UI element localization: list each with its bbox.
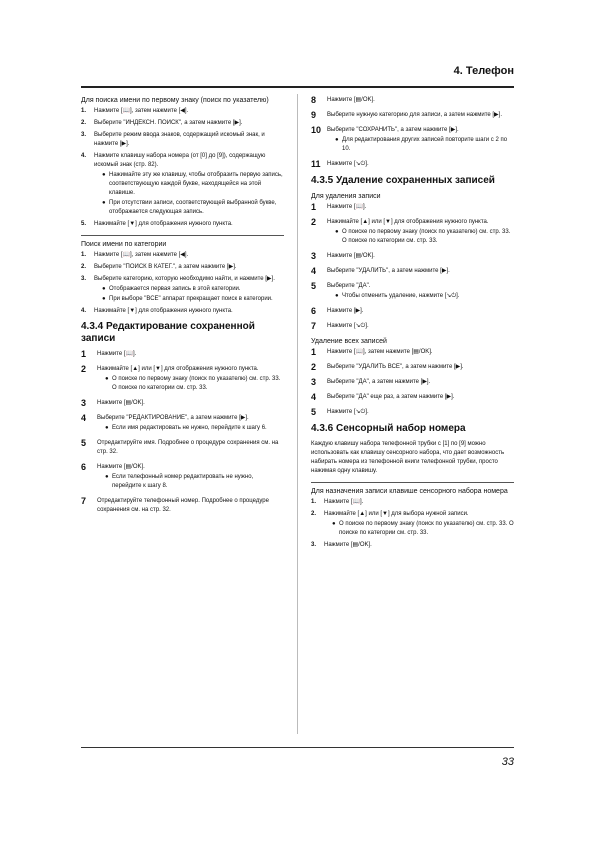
step	[311, 203, 514, 212]
step-body	[327, 348, 514, 357]
step-body	[97, 399, 284, 408]
step-text: Нажмите [↘⏻].	[327, 323, 369, 329]
step-note-text: О поиске по первому знаку (поиск по указателю) см. стр. 33. О поиске по категории см. стр. 33.	[112, 376, 281, 391]
step-number: 11	[311, 159, 321, 169]
step-number: 10	[311, 125, 322, 135]
step	[81, 275, 284, 304]
step-body	[327, 160, 514, 169]
step	[311, 126, 514, 154]
step-text: Выберите "УДАЛИТЬ", а затем нажмите [▶].	[327, 268, 450, 274]
column-divider	[297, 94, 298, 734]
step	[311, 322, 514, 331]
step-number: 4	[81, 413, 87, 423]
step-text: Нажмите [▤/OK].	[97, 464, 145, 470]
step-number: 3.	[311, 542, 317, 548]
step-body	[94, 307, 284, 316]
step-number: 3.	[81, 132, 87, 138]
step-body	[327, 363, 514, 372]
step-note	[332, 520, 514, 538]
step-number: 5	[311, 407, 317, 417]
speed-dial-subtitle: Для назначения записи клавише сенсорного набора номера	[311, 482, 514, 496]
step	[311, 498, 514, 507]
step-note	[102, 285, 284, 294]
step-text: Отредактируйте имя. Подробнее о процедуре сохранения см. на стр. 32.	[97, 440, 279, 455]
step-number: 3	[81, 398, 87, 408]
step-number: 4	[311, 392, 317, 402]
step-number: 9	[311, 110, 317, 120]
step-body	[97, 463, 284, 491]
step-number: 6	[311, 306, 317, 316]
step-text: Нажмите [▤/OK].	[324, 542, 372, 548]
steps	[311, 498, 514, 550]
step-body	[324, 510, 514, 538]
delete-one-subtitle: Для удаления записи	[311, 193, 381, 200]
step-number: 3	[311, 377, 317, 387]
step-number: 2	[311, 362, 317, 372]
step-number: 6	[81, 462, 87, 472]
step-text: Нажимайте [▼] для отображения нужного пункта.	[94, 308, 233, 314]
left-column	[81, 96, 284, 521]
step-body	[94, 263, 284, 272]
step	[311, 160, 514, 169]
step-text: Выберите "ДА".	[327, 283, 371, 289]
step	[81, 107, 284, 116]
step-note-text: Для редактирования других записей повторите шаги с 2 по 10.	[342, 137, 508, 152]
footer-divider	[81, 747, 514, 748]
edit-section-title: 4.3.4 Редактирование сохраненной записи	[81, 321, 255, 344]
step-number: 1	[311, 202, 317, 212]
step-body	[327, 96, 514, 105]
steps	[81, 107, 284, 229]
step-text: Нажмите [▤/OK].	[97, 400, 145, 406]
step	[311, 218, 514, 246]
bullet-dot-icon: ●	[105, 425, 109, 431]
speed-dial-section-title: 4.3.6 Сенсорный набор номера	[311, 423, 466, 434]
step-text: Выберите "ДА" еще раз, а затем нажмите [▶].	[327, 394, 455, 400]
speed-dial-intro: Каждую клавишу набора телефонной трубки с [1] по [9] можно использовать как клавишу сенсорного набора, что дает возможность набирать номера из телефонной книги телефонной трубки, просто нажимая одну клавишу.	[311, 441, 505, 474]
step-body	[324, 498, 514, 507]
step-note	[335, 228, 514, 246]
step-text: Отредактируйте телефонный номер. Подробнее о процедуре сохранения см. на стр. 32.	[97, 498, 269, 513]
bullet-dot-icon: ●	[105, 376, 109, 382]
search-category-title: Поиск имени по категории	[81, 235, 284, 249]
step-note	[102, 295, 284, 304]
steps	[81, 350, 284, 515]
step	[81, 152, 284, 217]
step-number: 5	[81, 438, 87, 448]
step-note	[335, 136, 514, 154]
step-body	[97, 414, 284, 433]
step	[81, 350, 284, 359]
search-first-letter-title: Для поиска имени по первому знаку (поиск по указателю)	[81, 97, 269, 104]
step-text: Выберите нужную категорию для записи, а затем нажмите [▶].	[327, 112, 502, 118]
step-body	[94, 251, 284, 260]
step-text: Нажмите [▶].	[327, 308, 364, 314]
step-body	[327, 203, 514, 212]
step-text: Выберите "СОХРАНИТЬ", а затем нажмите [▶].	[327, 127, 459, 133]
step-number: 8	[311, 95, 317, 105]
step-body	[327, 408, 514, 417]
step-body	[94, 107, 284, 116]
step	[81, 414, 284, 433]
step	[81, 365, 284, 393]
step-number: 1	[311, 347, 317, 357]
step-number: 3.	[81, 276, 87, 282]
step	[81, 263, 284, 272]
step-note	[105, 375, 284, 393]
step	[311, 393, 514, 402]
step-body	[97, 439, 284, 457]
step-note-text: Если имя редактировать не нужно, перейдите к шагу 6.	[112, 425, 267, 431]
step-note	[102, 199, 284, 217]
step-text: Нажмите [↘⏻].	[327, 409, 369, 415]
step	[311, 363, 514, 372]
step-text: Нажмите [📖], затем нажмите [▤/OK].	[327, 349, 433, 355]
step-note-text: Чтобы отменить удаление, нажмите [↘⏻].	[342, 293, 460, 299]
step-text: Нажмите [▤/OK].	[327, 97, 375, 103]
step-text: Выберите "ПОИСК В КАТЕГ.", а затем нажмите [▶].	[94, 264, 237, 270]
step-note	[105, 473, 284, 491]
step-note-text: О поиске по первому знаку (поиск по указателю) см. стр. 33. О поиске по категории см. стр. 33.	[339, 521, 514, 536]
step-body	[94, 152, 284, 217]
step-body	[327, 282, 514, 301]
step-note-text: Отображается первая запись в этой категории.	[109, 286, 241, 292]
bullet-dot-icon: ●	[102, 296, 106, 302]
steps	[311, 96, 514, 169]
chapter-title: 4. Телефон	[453, 65, 514, 77]
step	[81, 251, 284, 260]
step-text: Выберите "ИНДЕКСН. ПОИСК", а затем нажмите [▶].	[94, 120, 243, 126]
step-body	[327, 267, 514, 276]
step-text: Нажмите [↘⏻].	[327, 161, 369, 167]
header-divider	[81, 86, 514, 88]
step-number: 2.	[81, 264, 87, 270]
step-body	[94, 131, 284, 149]
step-number: 7	[311, 321, 317, 331]
step-text: Нажмите клавишу набора номера (от [0] до [9]), содержащую искомый знак (стр. 82).	[94, 153, 266, 168]
step-text: Нажмите [📖], затем нажмите [◀].	[94, 252, 189, 258]
step-body	[327, 111, 514, 120]
step-body	[324, 541, 514, 550]
page-number: 33	[501, 756, 514, 768]
step	[311, 541, 514, 550]
step-text: Выберите "УДАЛИТЬ ВСЕ", а затем нажмите [▶].	[327, 364, 464, 370]
bullet-dot-icon: ●	[102, 172, 106, 178]
step-note	[335, 292, 514, 301]
step-note-text: При отсутствии записи, соответствующей выбранной букве, отображается следующая запись.	[109, 200, 277, 215]
steps	[311, 203, 514, 331]
step	[311, 510, 514, 538]
step-body	[327, 126, 514, 154]
step-text: Нажмите [📖].	[324, 499, 364, 505]
step-body	[327, 252, 514, 261]
step	[81, 463, 284, 491]
step	[81, 220, 284, 229]
step-text: Нажмите [▤/OK].	[327, 253, 375, 259]
step-number: 1.	[311, 499, 317, 505]
step-note-text: О поиске по первому знаку (поиск по указателю) см. стр. 33. О поиске по категории см. стр. 33.	[342, 229, 511, 244]
step	[311, 348, 514, 357]
step-note-text: Нажимайте эту же клавишу, чтобы отобразить первую запись, соответствующую каждой букве, находящейся на этой клавише.	[109, 172, 283, 196]
step-number: 4.	[81, 153, 87, 159]
step-note-text: Если телефонный номер редактировать не нужно, перейдите к шагу 8.	[112, 474, 254, 489]
step-number: 4	[311, 266, 317, 276]
delete-all-subtitle: Удаление всех записей	[311, 338, 387, 345]
bullet-dot-icon: ●	[105, 474, 109, 480]
step-text: Нажимайте [▼] для отображения нужного пункта.	[94, 221, 233, 227]
steps	[311, 348, 514, 417]
step-number: 1.	[81, 108, 87, 114]
steps	[81, 251, 284, 316]
step-number: 7	[81, 496, 87, 506]
step	[311, 252, 514, 261]
step-body	[94, 275, 284, 304]
step-body	[327, 378, 514, 387]
step	[81, 399, 284, 408]
step-note	[102, 171, 284, 198]
step-text: Нажмите [📖].	[327, 204, 367, 210]
bullet-dot-icon: ●	[102, 286, 106, 292]
step-body	[94, 119, 284, 128]
step-text: Выберите режим ввода знаков, содержащий искомый знак, и нажмите [▶].	[94, 132, 265, 147]
step	[81, 119, 284, 128]
delete-section-title: 4.3.5 Удаление сохраненных записей	[311, 175, 495, 186]
step	[81, 307, 284, 316]
step-text: Выберите категорию, которую необходимо найти, и нажмите [▶].	[94, 276, 275, 282]
bullet-dot-icon: ●	[332, 521, 336, 527]
step	[311, 267, 514, 276]
step-text: Нажмите [📖].	[97, 351, 137, 357]
bullet-dot-icon: ●	[335, 229, 339, 235]
step-body	[94, 220, 284, 229]
step-text: Нажимайте [▲] или [▼] для отображения нужного пункта.	[327, 219, 489, 225]
step-number: 4.	[81, 308, 87, 314]
step-body	[327, 218, 514, 246]
step-number: 5	[311, 281, 317, 291]
step	[311, 111, 514, 120]
step	[81, 497, 284, 515]
step-text: Нажимайте [▲] или [▼] для выбора нужной записи.	[324, 511, 469, 517]
bullet-dot-icon: ●	[102, 200, 106, 206]
step-text: Нажимайте [▲] или [▼] для отображения нужного пункта.	[97, 366, 259, 372]
step	[311, 378, 514, 387]
bullet-dot-icon: ●	[335, 137, 339, 143]
right-column	[311, 96, 514, 553]
step-text: Выберите "РЕДАКТИРОВАНИЕ", а затем нажмите [▶].	[97, 415, 249, 421]
bullet-dot-icon: ●	[335, 293, 339, 299]
step-number: 3	[311, 251, 317, 261]
step	[81, 439, 284, 457]
step-number: 2.	[81, 120, 87, 126]
step	[311, 408, 514, 417]
step	[311, 307, 514, 316]
step-note-text: При выборе "ВСЕ" аппарат прекращает поиск в категории.	[109, 296, 273, 302]
step-number: 2.	[311, 511, 317, 517]
step-note	[105, 424, 284, 433]
step-text: Нажмите [📖], затем нажмите [◀].	[94, 108, 189, 114]
step-body	[97, 365, 284, 393]
step-body	[327, 322, 514, 331]
step-number: 2	[81, 364, 87, 374]
step	[311, 96, 514, 105]
step-number: 5.	[81, 221, 87, 227]
step-body	[97, 497, 284, 515]
step-number: 1	[81, 349, 87, 359]
step-body	[97, 350, 284, 359]
step	[311, 282, 514, 301]
step	[81, 131, 284, 149]
step-number: 2	[311, 217, 317, 227]
step-body	[327, 307, 514, 316]
step-body	[327, 393, 514, 402]
step-number: 1.	[81, 252, 87, 258]
step-text: Выберите "ДА", а затем нажмите [▶].	[327, 379, 431, 385]
